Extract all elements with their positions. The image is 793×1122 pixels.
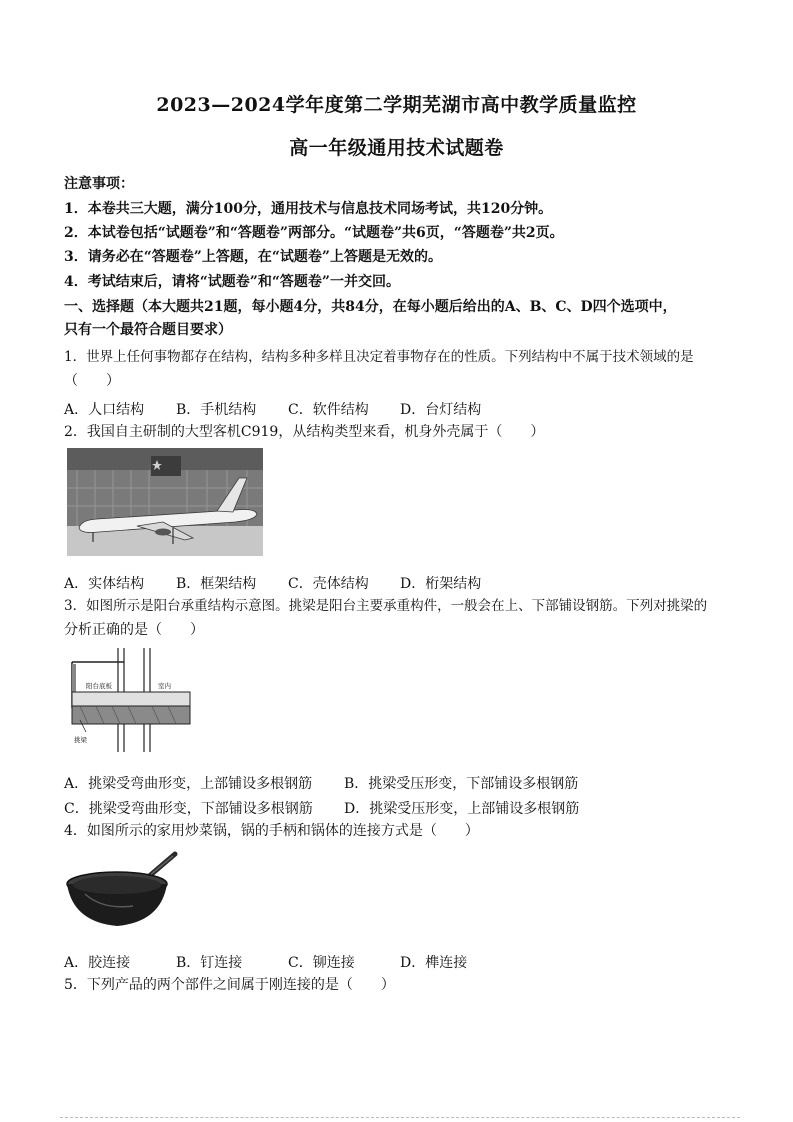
wok-photo [63, 848, 185, 932]
exam-title: 2023—2024学年度第二学期芜湖市高中教学质量监控 [156, 94, 637, 116]
q1-option-d: D．台灯结构 [400, 402, 482, 418]
q1-option-c: C．软件结构 [288, 402, 369, 418]
q3-option-c: C．挑梁受弯曲形变，下部铺设多根钢筋 [64, 801, 313, 817]
q3-option-a: A．挑梁受弯曲形变，上部铺设多根钢筋 [64, 776, 313, 792]
q2-option-c: C．壳体结构 [288, 576, 369, 592]
q4-option-b: B．钉连接 [176, 955, 243, 971]
label-cantilever-beam: 挑梁 [74, 736, 87, 744]
q4-option-d: D．榫连接 [400, 955, 468, 971]
q1-stem: 1．世界上任何事物都存在结构，结构多种多样且决定着事物存在的性质。下列结构中不属于技术领域的是 [64, 349, 694, 365]
q1-option-b: B．手机结构 [176, 402, 257, 418]
q2-stem: 2．我国自主研制的大型客机C919，从结构类型来看，机身外壳属于（ ） [64, 424, 545, 440]
q5-stem: 5．下列产品的两个部件之间属于刚连接的是（ ） [64, 977, 395, 993]
section-heading: 一、选择题（本大题共21题，每小题4分，共84分，在每小题后给出的A、B、C、D四个选项中， [64, 299, 677, 315]
q4-stem: 4．如图所示的家用炒菜锅，锅的手柄和锅体的连接方式是（ ） [64, 823, 479, 839]
note-item-4: 4．考试结束后，请将“试题卷”和“答题卷”一并交回。 [64, 274, 400, 290]
q1-option-a: A．人口结构 [64, 402, 145, 418]
c919-aircraft-photo [67, 448, 263, 556]
q3-option-d: D．挑梁受压形变，上部铺设多根钢筋 [344, 801, 580, 817]
q2-option-b: B．框架结构 [176, 576, 257, 592]
page-bottom-divider [60, 1117, 740, 1118]
label-indoor: 室内 [158, 682, 171, 690]
label-balcony-slab: 阳台底板 [86, 682, 112, 690]
q3-stem-cont: 分析正确的是（ ） [64, 622, 204, 638]
section-heading-cont: 只有一个最符合题目要求） [64, 322, 232, 338]
q3-stem: 3．如图所示是阳台承重结构示意图。挑梁是阳台主要承重构件，一般会在上、下部铺设钢筋。下列对挑梁的 [64, 598, 708, 614]
q4-option-a: A．胶连接 [64, 955, 131, 971]
balcony-structure-diagram [66, 648, 216, 752]
q3-option-b: B．挑梁受压形变，下部铺设多根钢筋 [344, 776, 579, 792]
note-item-2: 2．本试卷包括“试题卷”和“答题卷”两部分。“试题卷”共6页，“答题卷”共2页。 [64, 225, 564, 241]
q1-stem-cont: （ ） [64, 373, 120, 389]
note-item-3: 3．请务必在“答题卷”上答题，在“试题卷”上答题是无效的。 [64, 249, 442, 265]
note-item-1: 1．本卷共三大题，满分100分，通用技术与信息技术同场考试，共120分钟。 [64, 201, 553, 217]
notes-heading: 注意事项： [64, 176, 134, 192]
q2-option-d: D．桁架结构 [400, 576, 482, 592]
exam-subtitle: 高一年级通用技术试题卷 [289, 137, 504, 159]
q4-option-c: C．铆连接 [288, 955, 355, 971]
q2-option-a: A．实体结构 [64, 576, 145, 592]
